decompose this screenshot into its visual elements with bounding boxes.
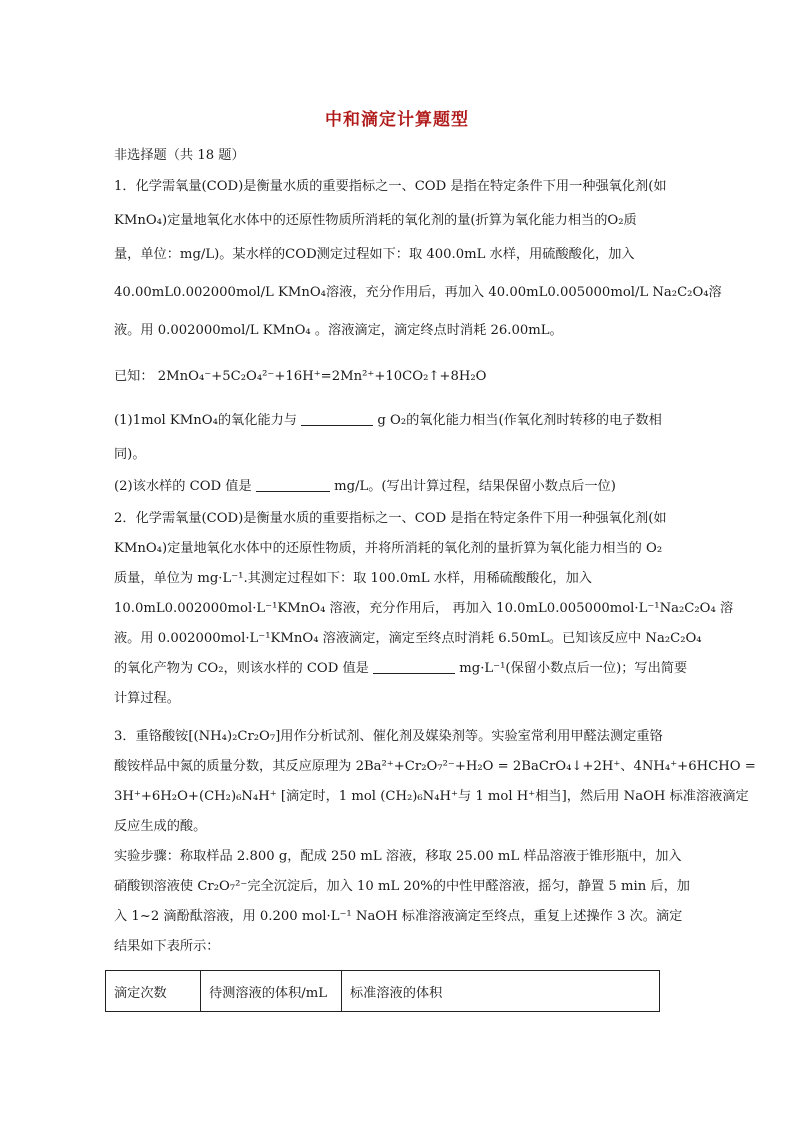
question-1: [114, 172, 722, 346]
q1-part-2-suffix: mg/L。(写出计算过程，结果保留小数点后一位): [334, 479, 616, 494]
q2-line: 2．化学需氧量(COD)是衡量水质的重要指标之一、COD 是指在特定条件下用一种强氧化剂(如: [114, 511, 667, 526]
q2-line: 10.0mL0.002000mol·L⁻¹KMnO₄ 溶液，充分作用后， 再加入 10.0mL0.005000mol·L⁻¹Na₂C₂O₄ 溶: [114, 601, 734, 616]
q2-answer-prefix: 的氧化产物为 CO₂，则该水样的 COD 值是: [114, 661, 369, 676]
q2-line: 计算过程。: [114, 691, 180, 706]
question-3: [114, 722, 756, 962]
question-2: [114, 504, 734, 714]
page-title: 中和滴定计算题型: [325, 110, 469, 130]
q1-line: 液。用 0.002000mol/L KMnO₄ 。溶液滴定，滴定终点时消耗 26.00mL。: [114, 323, 563, 338]
q1-part-1-cont: 同)。: [114, 447, 146, 462]
q1-part-1-prefix: (1)1mol KMnO₄的氧化能力与: [114, 413, 297, 428]
q2-line: 液。用 0.002000mol·L⁻¹KMnO₄ 溶液滴定，滴定至终点时消耗 6.50mL。已知该反应中 Na₂C₂O₄: [114, 631, 702, 646]
q1-line: KMnO₄)定量地氧化水体中的还原性物质所消耗的氧化剂的量(折算为氧化能力相当的O₂质: [114, 213, 637, 228]
q3-step-line: 硝酸钡溶液使 Cr₂O₇²⁻完全沉淀后，加入 10 mL 20%的中性甲醛溶液，摇匀，静置 5 min 后，加: [114, 879, 690, 894]
q2-answer-suffix: mg·L⁻¹(保留小数点后一位)；写出简要: [459, 661, 688, 676]
table-header-cell: 标准溶液的体积: [342, 971, 660, 1012]
section-label: 非选择题（共 18 题）: [114, 148, 245, 163]
table-header-cell: 滴定次数: [106, 971, 201, 1012]
q1-part-1-suffix: g O₂的氧化能力相当(作氧化剂时转移的电子数相: [377, 413, 662, 428]
q3-step-line: 入 1~2 滴酚酞溶液，用 0.200 mol·L⁻¹ NaOH 标准溶液滴定至终点，重复上述操作 3 次。滴定: [114, 909, 683, 924]
q1-part-2-line: [114, 472, 680, 502]
q3-line: 3．重铬酸铵[(NH₄)₂Cr₂O₇]用作分析试剂、催化剂及媒染剂等。实验室常利用甲醛法测定重铬: [114, 729, 663, 744]
titration-results-table: [105, 970, 660, 1012]
known-equation-text: 已知： 2MnO₄⁻+5C₂O₄²⁻+16H⁺=2Mn²⁺+10CO₂↑+8H₂O: [114, 369, 487, 384]
q3-step-line: 实验步骤：称取样品 2.800 g，配成 250 mL 溶液，移取 25.00 mL 样品溶液于锥形瓶中，加入: [114, 849, 682, 864]
answer-blank[interactable]: [256, 477, 330, 492]
q1-line: 量，单位：mg/L)。某水样的COD测定过程如下：取 400.0mL 水样，用硫酸酸化，加入: [114, 247, 635, 262]
q3-line: 酸铵样品中氮的质量分数，其反应原理为 2Ba²⁺+Cr₂O₇²⁻+H₂O = 2BaCrO₄↓+2H⁺、4NH₄⁺+6HCHO =: [114, 759, 756, 774]
q1-part-1-line: [114, 406, 680, 436]
q3-line: 3H⁺+6H₂O+(CH₂)₆N₄H⁺ [滴定时，1 mol (CH₂)₆N₄H⁺与 1 mol H⁺相当]，然后用 NaOH 标准溶液滴定: [114, 789, 749, 804]
section-heading: [114, 141, 680, 171]
q1-part-2-prefix: (2)该水样的 COD 值是: [114, 479, 252, 494]
q1-line: 1．化学需氧量(COD)是衡量水质的重要指标之一、COD 是指在特定条件下用一种强氧化剂(如: [114, 179, 667, 194]
answer-blank[interactable]: [301, 411, 373, 426]
q3-line: 反应生成的酸。: [114, 819, 207, 834]
q2-answer-line: [114, 654, 688, 684]
q3-step-line: 结果如下表所示：: [114, 939, 220, 954]
table-header-cell: 待测溶液的体积/mL: [201, 971, 342, 1012]
q1-part-2: [114, 472, 680, 502]
q2-line: 质量，单位为 mg·L⁻¹.其测定过程如下：取 100.0mL 水样，用稀硫酸酸化，加入: [114, 571, 592, 586]
q2-line: KMnO₄)定量地氧化水体中的还原性物质，并将所消耗的氧化剂的量折算为氧化能力相当的 O₂: [114, 541, 663, 556]
known-equation: [114, 362, 680, 392]
q1-line: 40.00mL0.002000mol/L KMnO₄溶液，充分作用后，再加入 40.00mL0.005000mol/L Na₂C₂O₄溶: [114, 285, 722, 300]
q1-part-1: [114, 406, 680, 470]
answer-blank[interactable]: [373, 659, 455, 674]
table-header-row: [106, 971, 660, 1012]
